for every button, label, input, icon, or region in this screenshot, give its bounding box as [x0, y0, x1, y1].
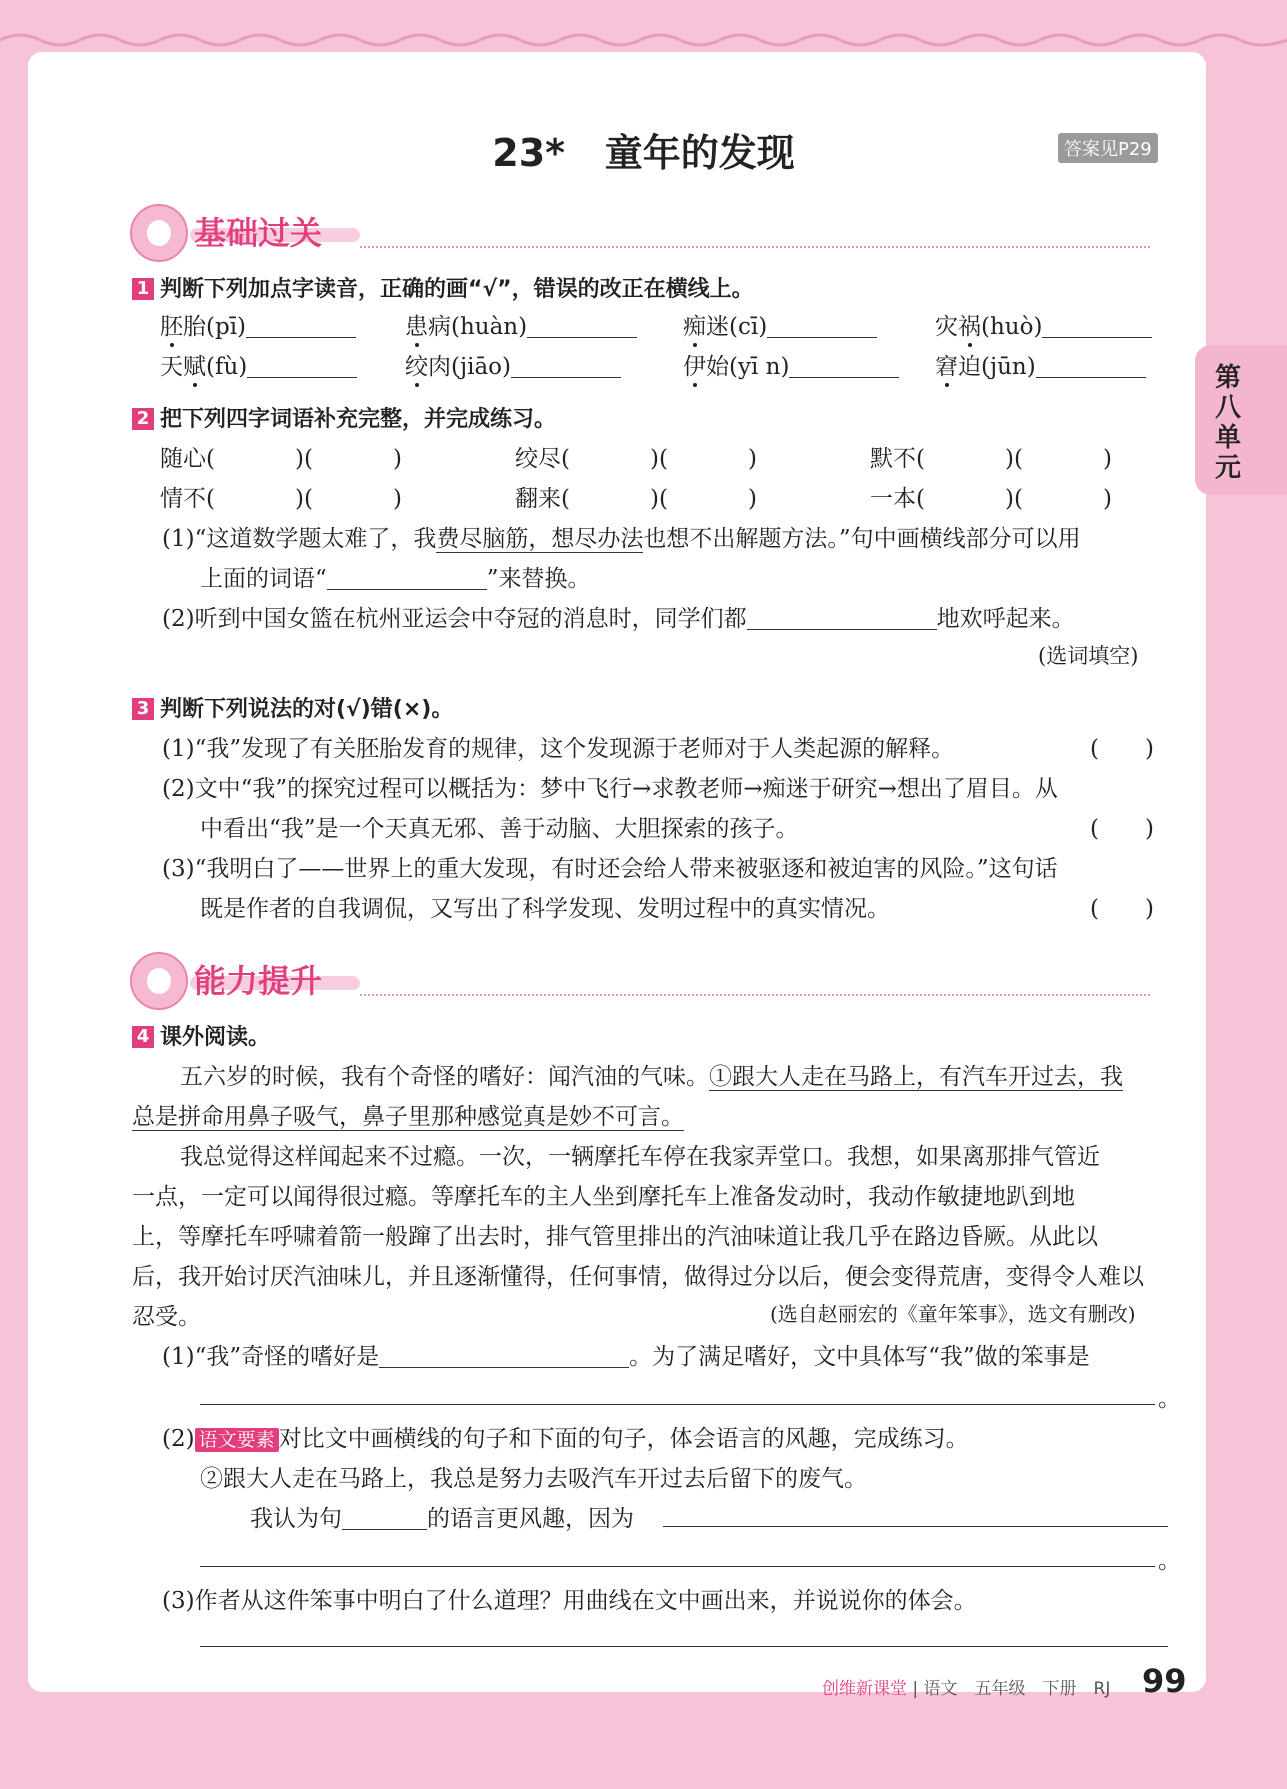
period: 。: [1158, 1386, 1181, 1412]
answer-blank[interactable]: [342, 1509, 427, 1530]
answer-blank[interactable]: [247, 357, 357, 378]
answer-blank[interactable]: [379, 1347, 629, 1368]
answer-blank[interactable]: [1036, 357, 1146, 378]
q4-sub2: (2) 语文要素 对比文中画横线的句子和下面的句子，体会语言的风趣，完成练习。: [162, 1426, 969, 1452]
answer-blank[interactable]: [511, 357, 621, 378]
q2-number: 2: [132, 408, 154, 430]
idiom-item: 随心( )( ): [160, 446, 402, 472]
answer-blank[interactable]: [767, 317, 877, 338]
answer-blank[interactable]: [789, 357, 899, 378]
answer-line[interactable]: [663, 1526, 1168, 1527]
pinyin-item: 灾祸(huò): [935, 308, 1152, 341]
period: 。: [1158, 1548, 1181, 1574]
chinese-element-tag: 语文要素: [195, 1428, 279, 1452]
q1-prompt: [132, 272, 754, 303]
wave-border-decoration: [0, 0, 1287, 60]
passage-source: (选自赵丽宏的《童年笨事》，选文有删改): [770, 1302, 1136, 1326]
answer-blank[interactable]: [1042, 317, 1152, 338]
q2-sub1: (1)“这道数学题太难了，我费尽脑筋，想尽办法也想不出解题方法。”句中画横线部分可以用: [162, 526, 1081, 552]
answer-line[interactable]: [200, 1646, 1168, 1647]
lesson-number: 23*: [492, 131, 566, 175]
passage-line: 总是拼命用鼻子吸气，鼻子里那种感觉真是妙不可言。: [132, 1104, 684, 1130]
passage-line: 忍受。: [132, 1304, 201, 1330]
idiom-item: 翻来( )( ): [515, 486, 757, 512]
pinyin-item: 痴迷(cī): [683, 308, 877, 341]
q3-number: 3: [132, 698, 154, 720]
page-number: 99: [1142, 1662, 1187, 1700]
idiom-item: 情不( )( ): [160, 486, 402, 512]
q4-sub1: (1)“我”奇怪的嗜好是 。为了满足嗜好，文中具体写“我”做的笨事是: [162, 1344, 1090, 1370]
answer-reference-badge: 答案见P29: [1058, 133, 1158, 163]
q4-sub3: (3)作者从这件笨事中明白了什么道理？用曲线在文中画出来，并说说你的体会。: [162, 1588, 977, 1614]
idiom-item: 绞尽( )( ): [515, 446, 757, 472]
passage-line: 五六岁的时候，我有个奇怪的嗜好：闻汽油的气味。①跟大人走在马路上，有汽车开过去，我: [180, 1064, 1123, 1090]
pinyin-item: 患病(huàn): [405, 308, 637, 341]
passage-line: 我总觉得这样闻起来不过瘾。一次，一辆摩托车停在我家弄堂口。我想，如果离那排气管近: [180, 1144, 1100, 1170]
answer-paren[interactable]: ( ): [1090, 816, 1154, 842]
q3-line: 既是作者的自我调侃，又写出了科学发现、发明过程中的真实情况。: [200, 896, 890, 922]
answer-blank[interactable]: [246, 317, 356, 338]
q3-prompt-text: 判断下列说法的对(√)错(×)。: [160, 697, 454, 722]
idiom-item: 一本( )( ): [870, 486, 1112, 512]
q2-sub1-cont: 上面的词语“ ”来替换。: [200, 566, 591, 592]
q4-prompt: [132, 1020, 270, 1051]
q4-prompt-text: 课外阅读。: [160, 1025, 271, 1050]
girl-avatar-icon: [130, 204, 188, 262]
unit-side-tab-label: 第八单元: [1215, 363, 1242, 483]
section-divider: [360, 246, 1150, 248]
footer-brand: 创维新课堂: [822, 1679, 907, 1699]
q2-note: (选词填空): [1038, 644, 1139, 668]
answer-blank[interactable]: [327, 569, 487, 590]
section-divider: [360, 994, 1150, 996]
q4-sub2-example: ②跟大人走在马路上，我总是努力去吸汽车开过去后留下的废气。: [200, 1466, 867, 1492]
q2-sub2: (2)听到中国女篮在杭州亚运会中夺冠的消息时，同学们都 地欢呼起来。: [162, 606, 1075, 632]
q1-number: 1: [132, 278, 154, 300]
footer-info: 创维新课堂 | 语文 五年级 下册 RJ: [822, 1679, 1111, 1699]
footer-subject: 语文 五年级 下册 RJ: [923, 1679, 1111, 1699]
q3-prompt: [132, 692, 453, 723]
q2-prompt-text: 把下列四字词语补充完整，并完成练习。: [160, 407, 557, 432]
q3-line: (2)文中“我”的探究过程可以概括为：梦中飞行→求教老师→痴迷于研究→想出了眉目。从: [162, 776, 1058, 802]
q3-line: (1)“我”发现了有关胚胎发育的规律，这个发现源于老师对于人类起源的解释。: [162, 736, 955, 762]
answer-line[interactable]: [200, 1404, 1155, 1405]
unit-side-tab: [1195, 345, 1287, 495]
passage-line: 后，我开始讨厌汽油味儿，并且逐渐懂得，任何事情，做得过分以后，便会变得荒唐，变得令人难以: [132, 1264, 1144, 1290]
answer-paren[interactable]: ( ): [1090, 896, 1154, 922]
q1-prompt-text: 判断下列加点字读音，正确的画“√”，错误的改正在横线上。: [160, 277, 754, 302]
pinyin-item: 绞肉(jiāo): [405, 348, 621, 381]
passage-line: 一点，一定可以闻得很过瘾。等摩托车的主人坐到摩托车上准备发动时，我动作敏捷地趴到地: [132, 1184, 1075, 1210]
boy-avatar-icon: [130, 952, 188, 1010]
q4-sub2-answer: 我认为句 的语言更风趣，因为: [250, 1506, 634, 1532]
answer-line[interactable]: [200, 1566, 1155, 1567]
q2-prompt: [132, 402, 556, 433]
idiom-item: 默不( )( ): [870, 446, 1112, 472]
answer-blank[interactable]: [527, 317, 637, 338]
q3-line: 中看出“我”是一个天真无邪、善于动脑、大胆探索的孩子。: [200, 816, 799, 842]
section-basic-title: 基础过关: [194, 214, 323, 252]
answer-paren[interactable]: ( ): [1090, 736, 1154, 762]
section-ability-title: 能力提升: [194, 962, 323, 1000]
passage-line: 上，等摩托车呼啸着箭一般蹿了出去时，排气管里排出的汽油味道让我几乎在路边昏厥。从此以: [132, 1224, 1098, 1250]
answer-blank[interactable]: [747, 609, 937, 630]
pinyin-item: 天赋(fù): [160, 348, 357, 381]
pinyin-item: 窘迫(jūn): [935, 348, 1146, 381]
q3-line: (3)“我明白了——世界上的重大发现，有时还会给人带来被驱逐和被迫害的风险。”这句话: [162, 856, 1058, 882]
pinyin-item: 胚胎(pī): [160, 308, 356, 341]
pinyin-item: 伊始(yī n): [683, 348, 899, 381]
lesson-name: 童年的发现: [604, 131, 795, 175]
q4-number: 4: [132, 1026, 154, 1048]
